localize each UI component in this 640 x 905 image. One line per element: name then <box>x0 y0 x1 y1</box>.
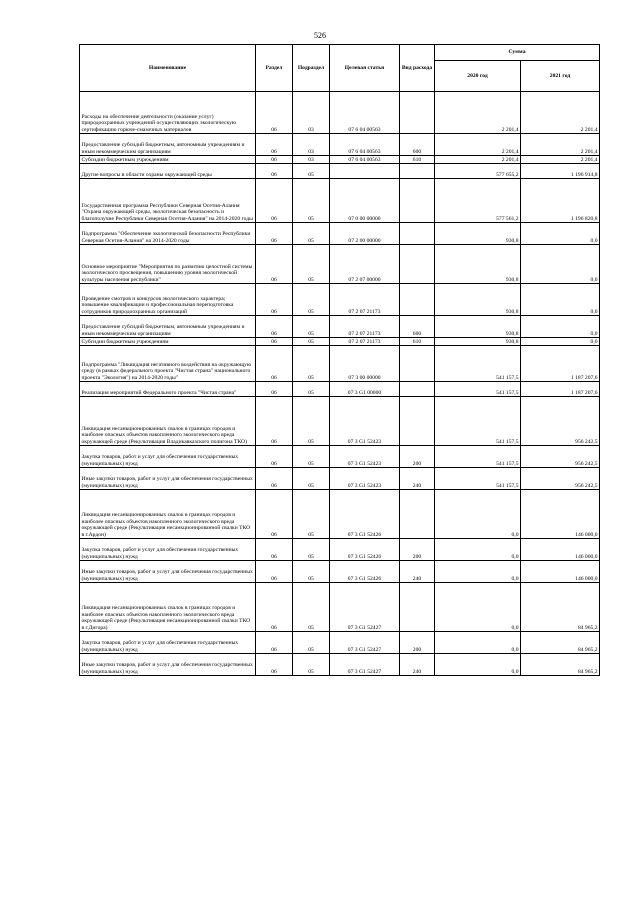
row-subsection: 03 <box>293 92 330 134</box>
row-target-item: 07 6 04 00563 <box>330 134 400 156</box>
row-target-item: 07 3 G1 52426 <box>330 561 400 583</box>
table-body <box>80 92 600 676</box>
row-expense-type <box>400 284 435 316</box>
row-section: 06 <box>256 338 293 346</box>
row-name: Иные закупки товаров, работ и услуг для обеспечения государственных (муниципальных) нужд <box>80 468 256 490</box>
row-amount-2021: 2 201,4 <box>521 156 600 164</box>
row-amount-2021: 84 965,2 <box>521 583 600 632</box>
page-number: 526 <box>314 31 326 40</box>
row-amount-2021: 1 187 207,6 <box>521 382 600 397</box>
row-amount-2020: 0,0 <box>435 654 521 676</box>
row-target-item: 07 3 G1 52427 <box>330 632 400 654</box>
header-sum: Сумма <box>435 45 600 61</box>
row-subsection: 05 <box>293 539 330 561</box>
row-amount-2020: 930,8 <box>435 338 521 346</box>
row-target-item: 07 2 07 21173 <box>330 284 400 316</box>
row-name: Государственная программа Республики Северная Осетия-Алания "Охрана окружающей среды, экологическая безопасность и благополучие Республики Северная Осетия-Алания" на 2014-2020 годы <box>80 179 256 223</box>
row-expense-type <box>400 346 435 382</box>
row-name: Подпрограмма "Ликвидация негативного воздействия на окружающую среду (в рамках федерального проекта "Чистая страна" национального проекта "Экология") на 2014-2020 годы" <box>80 346 256 382</box>
row-section: 06 <box>256 164 293 179</box>
row-section: 06 <box>256 468 293 490</box>
row-subsection: 05 <box>293 245 330 284</box>
row-section: 06 <box>256 284 293 316</box>
row-amount-2021: 0,0 <box>521 316 600 338</box>
table-row <box>80 223 600 245</box>
row-target-item: 07 3 G1 52423 <box>330 397 400 446</box>
row-amount-2021: 146 000,0 <box>521 561 600 583</box>
row-amount-2020: 0,0 <box>435 632 521 654</box>
row-target-item: 07 3 00 00000 <box>330 346 400 382</box>
row-section: 06 <box>256 561 293 583</box>
row-target-item: 07 3 G1 52423 <box>330 468 400 490</box>
row-amount-2020: 541 157,5 <box>435 397 521 446</box>
row-subsection: 05 <box>293 490 330 539</box>
row-amount-2021: 956 242,5 <box>521 468 600 490</box>
row-section: 06 <box>256 654 293 676</box>
row-expense-type: 200 <box>400 446 435 468</box>
row-amount-2020: 2 201,4 <box>435 156 521 164</box>
row-amount-2020: 541 157,5 <box>435 468 521 490</box>
row-name: Субсидии бюджетным учреждениям <box>80 156 256 164</box>
row-amount-2020: 0,0 <box>435 539 521 561</box>
table-row <box>80 346 600 382</box>
row-amount-2020: 930,8 <box>435 316 521 338</box>
row-target-item <box>330 164 400 179</box>
table-row <box>80 539 600 561</box>
row-name: Ликвидация несанкционированных свалок в границах городов и наиболее опасных объектов накопленного экологического вреда окружающей среде (Рекультивация несанкционированной свалки ТКО в г.Дигора) <box>80 583 256 632</box>
row-subsection: 05 <box>293 583 330 632</box>
row-expense-type <box>400 397 435 446</box>
row-subsection: 05 <box>293 164 330 179</box>
header-year-2020: 2020 год <box>435 61 521 92</box>
row-subsection: 05 <box>293 382 330 397</box>
row-section: 06 <box>256 539 293 561</box>
row-name: Реализация мероприятий Федерального проекта "Чистая страна" <box>80 382 256 397</box>
row-amount-2021: 1 196 914,8 <box>521 164 600 179</box>
row-section: 06 <box>256 382 293 397</box>
row-name: Ликвидация несанкционированных свалок в границах городов и наиболее опасных объектов накопленного экологического вреда окружающей среде (Рекультивация несанкционированной свалки ТКО в г.Ардон) <box>80 490 256 539</box>
row-expense-type <box>400 179 435 223</box>
row-section: 06 <box>256 346 293 382</box>
table-header-row <box>80 45 600 61</box>
row-section: 06 <box>256 223 293 245</box>
row-subsection: 05 <box>293 223 330 245</box>
row-section: 06 <box>256 179 293 223</box>
row-name: Основное мероприятие "Мероприятия по развитию целостной системы экологического просвещения, повышению уровня экологической культуры населения республики" <box>80 245 256 284</box>
row-amount-2020: 930,8 <box>435 223 521 245</box>
row-amount-2020: 930,8 <box>435 284 521 316</box>
table-row <box>80 92 600 134</box>
table-row <box>80 179 600 223</box>
row-amount-2021: 0,0 <box>521 245 600 284</box>
row-name: Расходы на обеспечение деятельности (оказание услуг) природоохранных учреждений осуществляющих экологическую сертификацию горюче-смазочных материалов <box>80 92 256 134</box>
header-target-item: Целевая статья <box>330 45 400 92</box>
row-name: Закупка товаров, работ и услуг для обеспечения государственных (муниципальных) нужд <box>80 632 256 654</box>
row-subsection: 05 <box>293 397 330 446</box>
row-amount-2021: 1 187 207,6 <box>521 346 600 382</box>
row-name: Проведение смотров и конкурсов экологического характера; повышение квалификации и профессиональная переподготовка сотрудников природоохранных организаций <box>80 284 256 316</box>
row-amount-2020: 541 157,5 <box>435 446 521 468</box>
row-section: 06 <box>256 583 293 632</box>
row-amount-2020: 577 561,2 <box>435 179 521 223</box>
row-expense-type: 240 <box>400 654 435 676</box>
table-row <box>80 156 600 164</box>
table-row <box>80 490 600 539</box>
table-row <box>80 654 600 676</box>
table-row <box>80 632 600 654</box>
table-row <box>80 284 600 316</box>
row-expense-type: 600 <box>400 134 435 156</box>
row-name: Иные закупки товаров, работ и услуг для обеспечения государственных (муниципальных) нужд <box>80 654 256 676</box>
row-target-item: 07 0 00 00000 <box>330 179 400 223</box>
row-section: 06 <box>256 397 293 446</box>
row-subsection: 05 <box>293 316 330 338</box>
row-subsection: 03 <box>293 156 330 164</box>
row-name: Закупка товаров, работ и услуг для обеспечения государственных (муниципальных) нужд <box>80 446 256 468</box>
row-target-item: 07 6 04 00563 <box>330 156 400 164</box>
row-target-item: 07 3 G1 52423 <box>330 446 400 468</box>
row-expense-type <box>400 583 435 632</box>
row-expense-type: 600 <box>400 316 435 338</box>
row-expense-type: 240 <box>400 561 435 583</box>
row-name: Предоставление субсидий бюджетным, автономным учреждениям и иным некоммерческим организациям <box>80 316 256 338</box>
row-subsection: 05 <box>293 338 330 346</box>
row-target-item: 07 2 00 00000 <box>330 223 400 245</box>
row-target-item: 07 3 G1 52427 <box>330 654 400 676</box>
row-section: 06 <box>256 316 293 338</box>
row-target-item: 07 3 G1 00000 <box>330 382 400 397</box>
table-row <box>80 134 600 156</box>
row-amount-2020: 2 201,4 <box>435 92 521 134</box>
row-subsection: 05 <box>293 346 330 382</box>
row-subsection: 05 <box>293 179 330 223</box>
row-target-item: 07 2 07 00000 <box>330 245 400 284</box>
row-amount-2020: 0,0 <box>435 583 521 632</box>
row-amount-2021: 0,0 <box>521 338 600 346</box>
row-amount-2020: 541 157,5 <box>435 382 521 397</box>
row-subsection: 05 <box>293 284 330 316</box>
table-row <box>80 164 600 179</box>
row-expense-type: 200 <box>400 632 435 654</box>
table-row <box>80 446 600 468</box>
row-amount-2021: 146 000,0 <box>521 539 600 561</box>
table-row <box>80 382 600 397</box>
row-amount-2021: 2 201,4 <box>521 92 600 134</box>
row-section: 06 <box>256 490 293 539</box>
row-target-item: 07 2 07 21173 <box>330 338 400 346</box>
row-expense-type <box>400 382 435 397</box>
header-name: Наименование <box>80 45 256 92</box>
row-target-item: 07 2 07 21173 <box>330 316 400 338</box>
row-section: 06 <box>256 92 293 134</box>
row-amount-2020: 0,0 <box>435 490 521 539</box>
row-section: 06 <box>256 446 293 468</box>
row-name: Закупка товаров, работ и услуг для обеспечения государственных (муниципальных) нужд <box>80 539 256 561</box>
table-row <box>80 316 600 338</box>
header-subsection: Подраздел <box>293 45 330 92</box>
row-expense-type <box>400 164 435 179</box>
row-amount-2020: 541 157,5 <box>435 346 521 382</box>
table-row <box>80 561 600 583</box>
row-section: 06 <box>256 245 293 284</box>
row-expense-type <box>400 245 435 284</box>
row-target-item: 07 3 G1 52426 <box>330 490 400 539</box>
row-section: 06 <box>256 134 293 156</box>
row-amount-2021: 2 201,4 <box>521 134 600 156</box>
table-row <box>80 338 600 346</box>
budget-table <box>79 44 600 676</box>
row-target-item: 07 3 G1 52426 <box>330 539 400 561</box>
row-name: Иные закупки товаров, работ и услуг для обеспечения государственных (муниципальных) нужд <box>80 561 256 583</box>
row-amount-2020: 2 201,4 <box>435 134 521 156</box>
row-subsection: 05 <box>293 468 330 490</box>
row-amount-2021: 956 242,5 <box>521 397 600 446</box>
row-name: Другие вопросы в области охраны окружающей среды <box>80 164 256 179</box>
table-row <box>80 583 600 632</box>
row-expense-type <box>400 223 435 245</box>
row-amount-2021: 0,0 <box>521 284 600 316</box>
row-name: Ликвидация несанкционированных свалок в границах городов и наиболее опасных объектов накопленного экологического вреда окружающей среде (Рекультивация Владикавказского полигона ТКО) <box>80 397 256 446</box>
row-name: Субсидии бюджетным учреждениям <box>80 338 256 346</box>
row-subsection: 05 <box>293 446 330 468</box>
row-subsection: 03 <box>293 134 330 156</box>
row-expense-type: 610 <box>400 156 435 164</box>
row-section: 06 <box>256 632 293 654</box>
table-row <box>80 245 600 284</box>
row-subsection: 05 <box>293 632 330 654</box>
row-subsection: 05 <box>293 654 330 676</box>
row-expense-type <box>400 490 435 539</box>
row-amount-2020: 577 655,2 <box>435 164 521 179</box>
table-row <box>80 397 600 446</box>
row-amount-2021: 146 000,0 <box>521 490 600 539</box>
table-row <box>80 468 600 490</box>
row-amount-2021: 956 242,5 <box>521 446 600 468</box>
header-expense-type: Вид расхода <box>400 45 435 92</box>
row-amount-2021: 0,0 <box>521 223 600 245</box>
header-section: Раздел <box>256 45 293 92</box>
row-expense-type: 200 <box>400 539 435 561</box>
row-target-item: 07 3 G1 52427 <box>330 583 400 632</box>
row-name: Подпрограмма "Обеспечение экологической безопасности Республики Северная Осетия-Алания" на 2014-2020 годы <box>80 223 256 245</box>
row-amount-2020: 930,8 <box>435 245 521 284</box>
row-amount-2020: 0,0 <box>435 561 521 583</box>
row-target-item: 07 6 04 00563 <box>330 92 400 134</box>
header-year-2021: 2021 год <box>521 61 600 92</box>
row-expense-type <box>400 92 435 134</box>
row-amount-2021: 84 965,2 <box>521 632 600 654</box>
row-section: 06 <box>256 156 293 164</box>
row-name: Предоставление субсидий бюджетным, автономным учреждениям и иным некоммерческим организациям <box>80 134 256 156</box>
row-subsection: 05 <box>293 561 330 583</box>
row-expense-type: 610 <box>400 338 435 346</box>
row-amount-2021: 84 965,2 <box>521 654 600 676</box>
row-expense-type: 240 <box>400 468 435 490</box>
row-amount-2021: 1 196 820,8 <box>521 179 600 223</box>
